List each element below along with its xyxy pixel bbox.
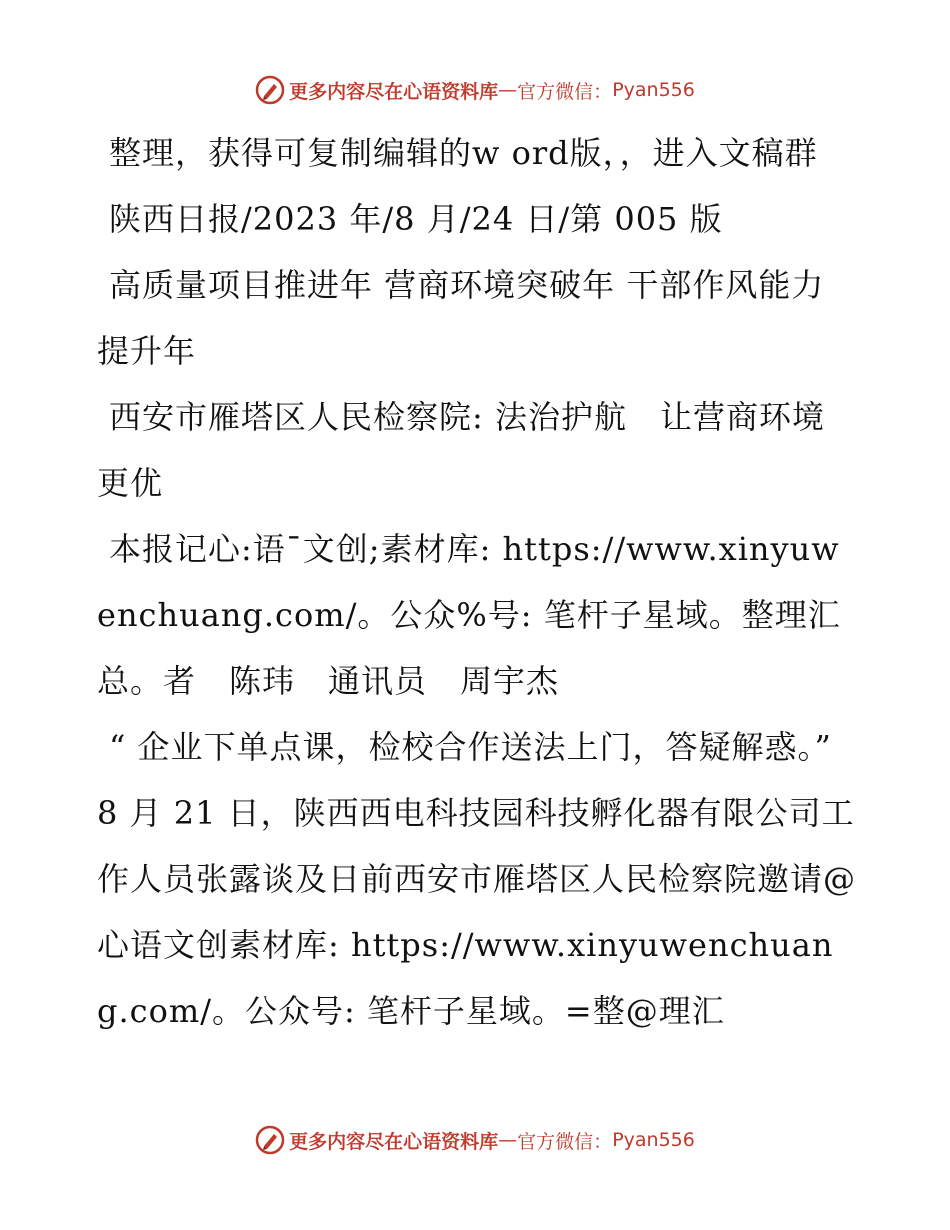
watermark-sub-text: 官方微信：	[517, 80, 613, 103]
paragraph-theme: 高质量项目推进年 营商环境突破年 干部作风能力提升年	[97, 266, 825, 370]
watermark-sub-text: 官方微信：	[517, 1130, 613, 1153]
watermark-wechat-id: Pyan556	[612, 79, 695, 101]
watermark-main-text: 更多内容尽在心语资料库	[289, 1130, 499, 1153]
footer-watermark	[0, 1120, 950, 1160]
document-body	[97, 120, 857, 1044]
paragraph-byline: 本报记心:语¯文创;素材库: https://www.xinyuwenchuang.com/。公众%号: 笔杆子星域。整理汇总。者 陈玮 通讯员 周宇杰	[97, 530, 841, 700]
watermark-dash: —	[498, 1129, 518, 1151]
paragraph-source: 陕西日报/2023 年/8 月/24 日/第 005 版	[109, 200, 723, 238]
paragraph-body: “ 企业下单点课，检校合作送法上门，答疑解惑。” 8 月 21 日，陕西西电科技园科技孵化器有限公司工作人员张露谈及日前西安市雁塔区人民检察院邀请@心语文创素材库: https://www.xinyuwenchuang.com/。公众号: 笔杆子星域。=整@理汇	[97, 728, 857, 1030]
paragraph-intro: 整理，获得可复制编辑的w ord版，，进入文稿群	[109, 134, 818, 172]
watermark-main-text: 更多内容尽在心语资料库	[289, 80, 499, 103]
watermark-wechat-id: Pyan556	[612, 1129, 695, 1151]
header-watermark	[0, 70, 950, 110]
pen-logo-icon	[255, 75, 285, 105]
pen-logo-icon	[255, 1125, 285, 1155]
watermark-dash: —	[498, 79, 518, 101]
paragraph-headline: 西安市雁塔区人民检察院: 法治护航 让营商环境更优	[97, 398, 825, 502]
